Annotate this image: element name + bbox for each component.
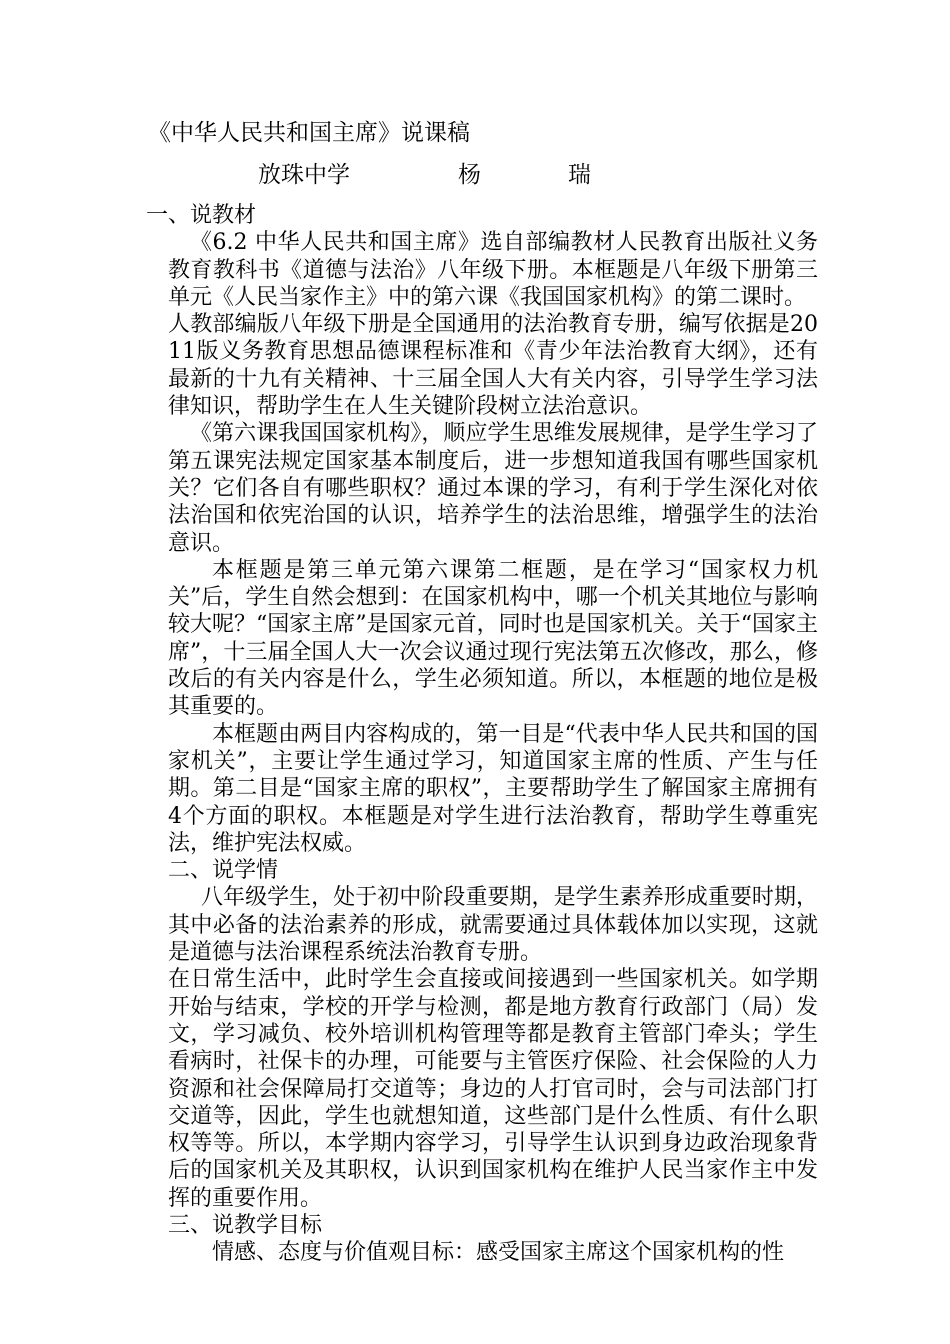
paragraph-textbook-source: 《6.2 中华人民共和国主席》选自部编教材人民教育出版社义务教育教科书《道德与法治》八年级下册。本框题是八年级下册第三单元《人民当家作主》中的第六课《我国国家机构》的第二课时。 (168, 230, 818, 310)
document-title: 《中华人民共和国主席》说课稿 (148, 120, 470, 146)
paragraph-framework-content: 本框题由两目内容构成的，第一目是“代表中华人民共和国的国家机关”，主要让学生通过学习，知道国家主席的性质、产生与任期。第二目是“国家主席的职权”，主要帮助学生了解国家主席拥有4个方面的职权。本框题是对学生进行法治教育，帮助学生尊重宪法，维护宪法权威。 (168, 721, 818, 856)
paragraph-grade-eight: 八年级学生，处于初中阶段重要期，是学生素养形成重要时期，其中必备的法治素养的形成，就需要通过具体载体加以实现，这就是道德与法治课程系统法治教育专册。 (168, 885, 818, 966)
section-heading-textbook: 一、说教材 (146, 203, 257, 228)
paragraph-daily-life: 在日常生活中，此时学生会直接或间接遇到一些国家机关。如学期开始与结束，学校的开学与检测，都是地方教育行政部门（局）发文，学习减负、校外培训机构管理等都是教育主管部门牵头；学生看病时，社保卡的办理，可能要与主管医疗保险、社会保险的人力资源和社会保障局打交道等；身边的人打官司时，会与司法部门打交道等，因此，学生也就想知道，这些部门是什么性质、有什么职权等等。所以，本学期内容学习，引导学生认识到身边政治现象背后的国家机关及其职权，认识到国家机构在维护人民当家作主中发挥的重要作用。 (168, 967, 818, 1211)
paragraph-emotion-objective: 情感、态度与价值观目标：感受国家主席这个国家机构的性 (212, 1240, 785, 1266)
author-school: 放珠中学 (258, 162, 350, 188)
paragraph-lesson-six: 《第六课我国国家机构》，顺应学生思维发展规律，是学生学习了第五课宪法规定国家基本制度后，进一步想知道我国有哪些国家机关？它们各自有哪些职权？通过本课的学习，有利于学生深化对依法治国和依宪治国的认识，培养学生的法治思维，增强学生的法治意识。 (168, 421, 818, 556)
section-heading-objectives: 三、说教学目标 (168, 1212, 323, 1238)
paragraph-framework-position: 本框题是第三单元第六课第二框题，是在学习“国家权力机关”后，学生自然会想到：在国家机构中，哪一个机关其地位与影响较大呢？“国家主席”是国家元首，同时也是国家机关。关于“国家主席”，十三届全国人大一次会议通过现行宪法第五次修改，那么，修改后的有关内容是什么，学生必须知道。所以，本框题的地位是极其重要的。 (168, 557, 818, 720)
document-body (146, 202, 818, 1267)
paragraph-textbook-basis: 人教部编版八年级下册是全国通用的法治教育专册，编写依据是2011版义务教育思想品德课程标准和《青少年法治教育大纲》，还有最新的十九有关精神、十三届全国人大有关内容，引导学生学习法律知识，帮助学生在人生关键阶段树立法治意识。 (168, 312, 818, 420)
author-given-name: 瑞 (568, 162, 591, 188)
author-surname: 杨 (458, 162, 481, 188)
section-heading-learners: 二、说学情 (168, 858, 279, 884)
